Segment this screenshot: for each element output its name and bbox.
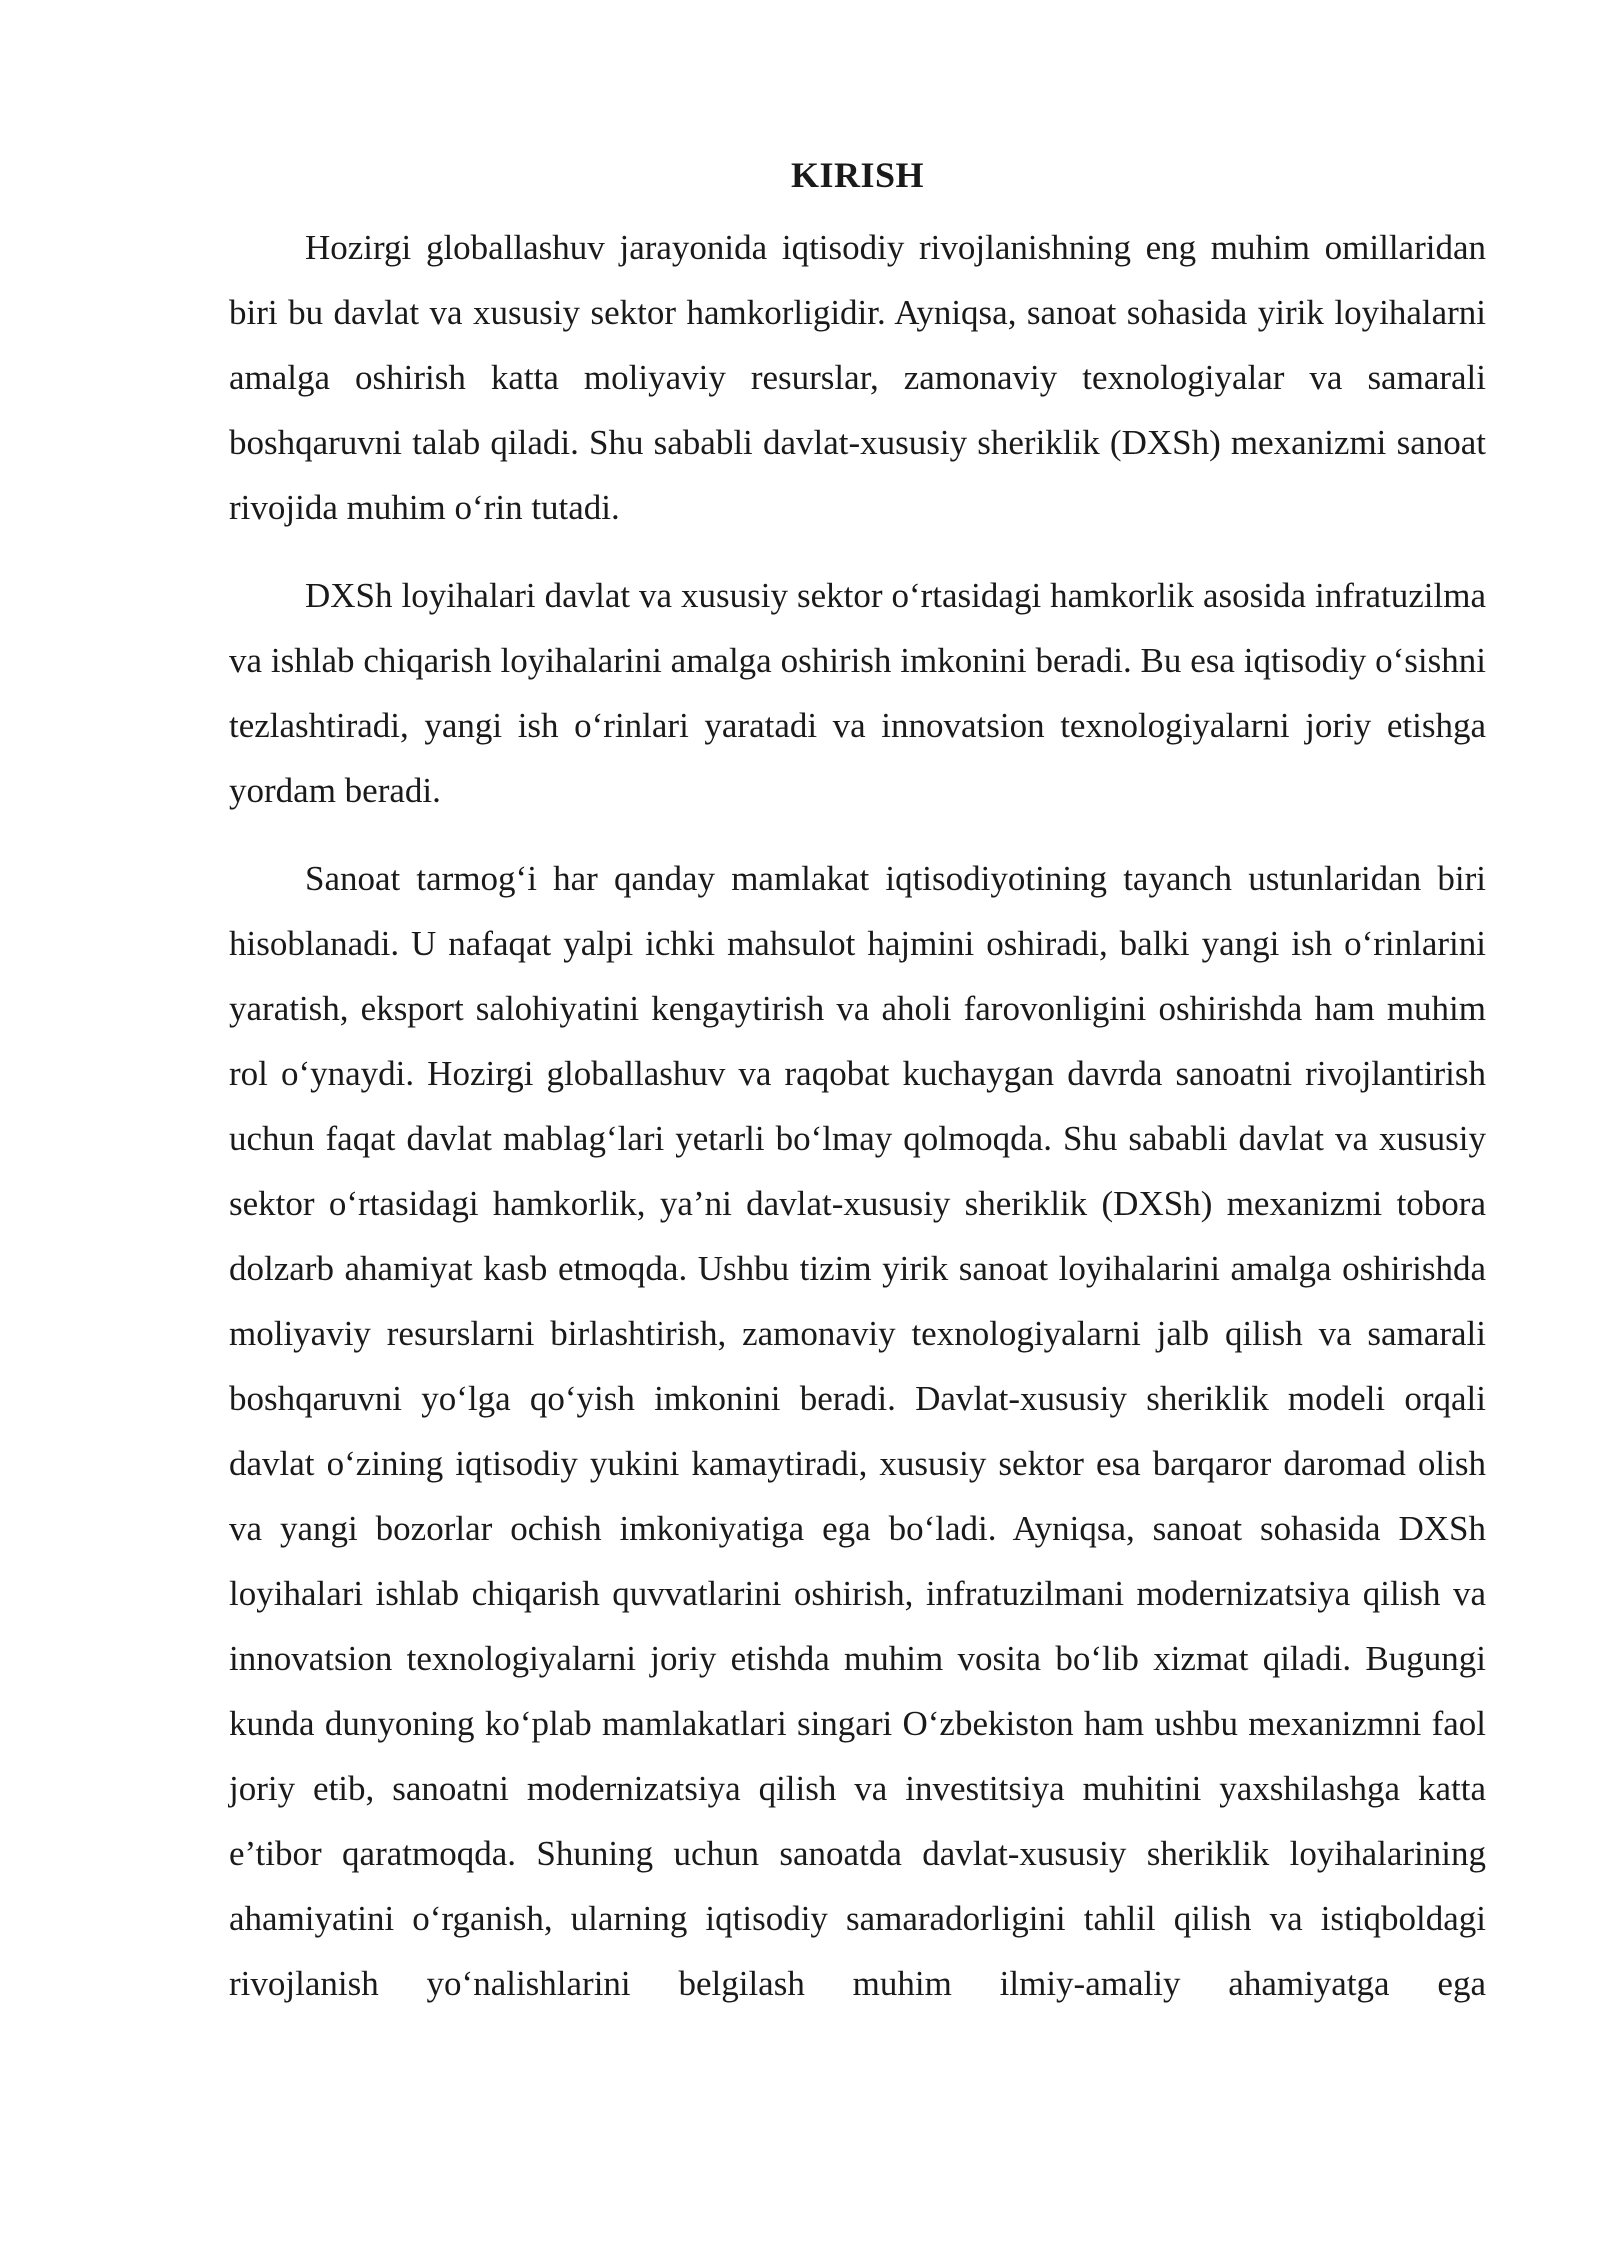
paragraph: Hozirgi globallashuv jarayonida iqtisodiy rivojlanishning eng muhim omillaridan biri bu davlat va xususiy sektor hamkorligidir. Ayniqsa, sanoat sohasida yirik loyihalarni amalga oshirish katta moliyaviy resurslar, zamonaviy texnologiyalar va samarali boshqaruvni talab qiladi. Shu sababli davlat-xususiy sheriklik (DXSh) mexanizmi sanoat rivojida muhim o‘rin tutadi.	[229, 228, 1486, 527]
document-body	[229, 150, 1486, 2039]
paragraph: Sanoat tarmog‘i har qanday mamlakat iqtisodiyotining tayanch ustunlaridan biri hisoblanadi. U nafaqat yalpi ichki mahsulot hajmini oshiradi, balki yangi ish o‘rinlarini yaratish, eksport salohiyatini kengaytirish va aholi farovonligini oshirishda ham muhim rol o‘ynaydi. Hozirgi globallashuv va raqobat kuchaygan davrda sanoatni rivojlantirish uchun faqat davlat mablag‘lari yetarli bo‘lmay qolmoqda. Shu sababli davlat va xususiy sektor o‘rtasidagi hamkorlik, ya’ni davlat-xususiy sheriklik (DXSh) mexanizmi tobora dolzarb ahamiyat kasb etmoqda. Ushbu tizim yirik sanoat loyihalarini amalga oshirishda moliyaviy resurslarni birlashtirish, zamonaviy texnologiyalarni jalb qilish va samarali boshqaruvni yo‘lga qo‘yish imkonini beradi. Davlat-xususiy sheriklik modeli orqali davlat o‘zining iqtisodiy yukini kamaytiradi, xususiy sektor esa barqaror daromad olish va yangi bozorlar ochish imkoniyatiga ega bo‘ladi. Ayniqsa, sanoat sohasida DXSh loyihalari ishlab chiqarish quvvatlarini oshirish, infratuzilmani modernizatsiya qilish va innovatsion texnologiyalarni joriy etishda muhim vosita bo‘lib xizmat qiladi. Bugungi kunda dunyoning ko‘plab mamlakatlari singari O‘zbekiston ham ushbu mexanizmni faol joriy etib, sanoatni modernizatsiya qilish va investitsiya muhitini yaxshilashga katta e’tibor qaratmoqda. Shuning uchun sanoatda davlat-xususiy sheriklik loyihalarining ahamiyatini o‘rganish, ularning iqtisodiy samaradorligini tahlil qilish va istiqboldagi rivojlanish yo‘nalishlarini belgilash muhim ilmiy-amaliy ahamiyatga ega	[229, 859, 1486, 2003]
section-title: KIRISH	[790, 155, 925, 195]
paragraph: DXSh loyihalari davlat va xususiy sektor o‘rtasidagi hamkorlik asosida infratuzilma va ishlab chiqarish loyihalarini amalga oshirish imkonini beradi. Bu esa iqtisodiy o‘sishni tezlashtiradi, yangi ish o‘rinlari yaratadi va innovatsion texnologiyalarni joriy etishga yordam beradi.	[229, 576, 1486, 810]
